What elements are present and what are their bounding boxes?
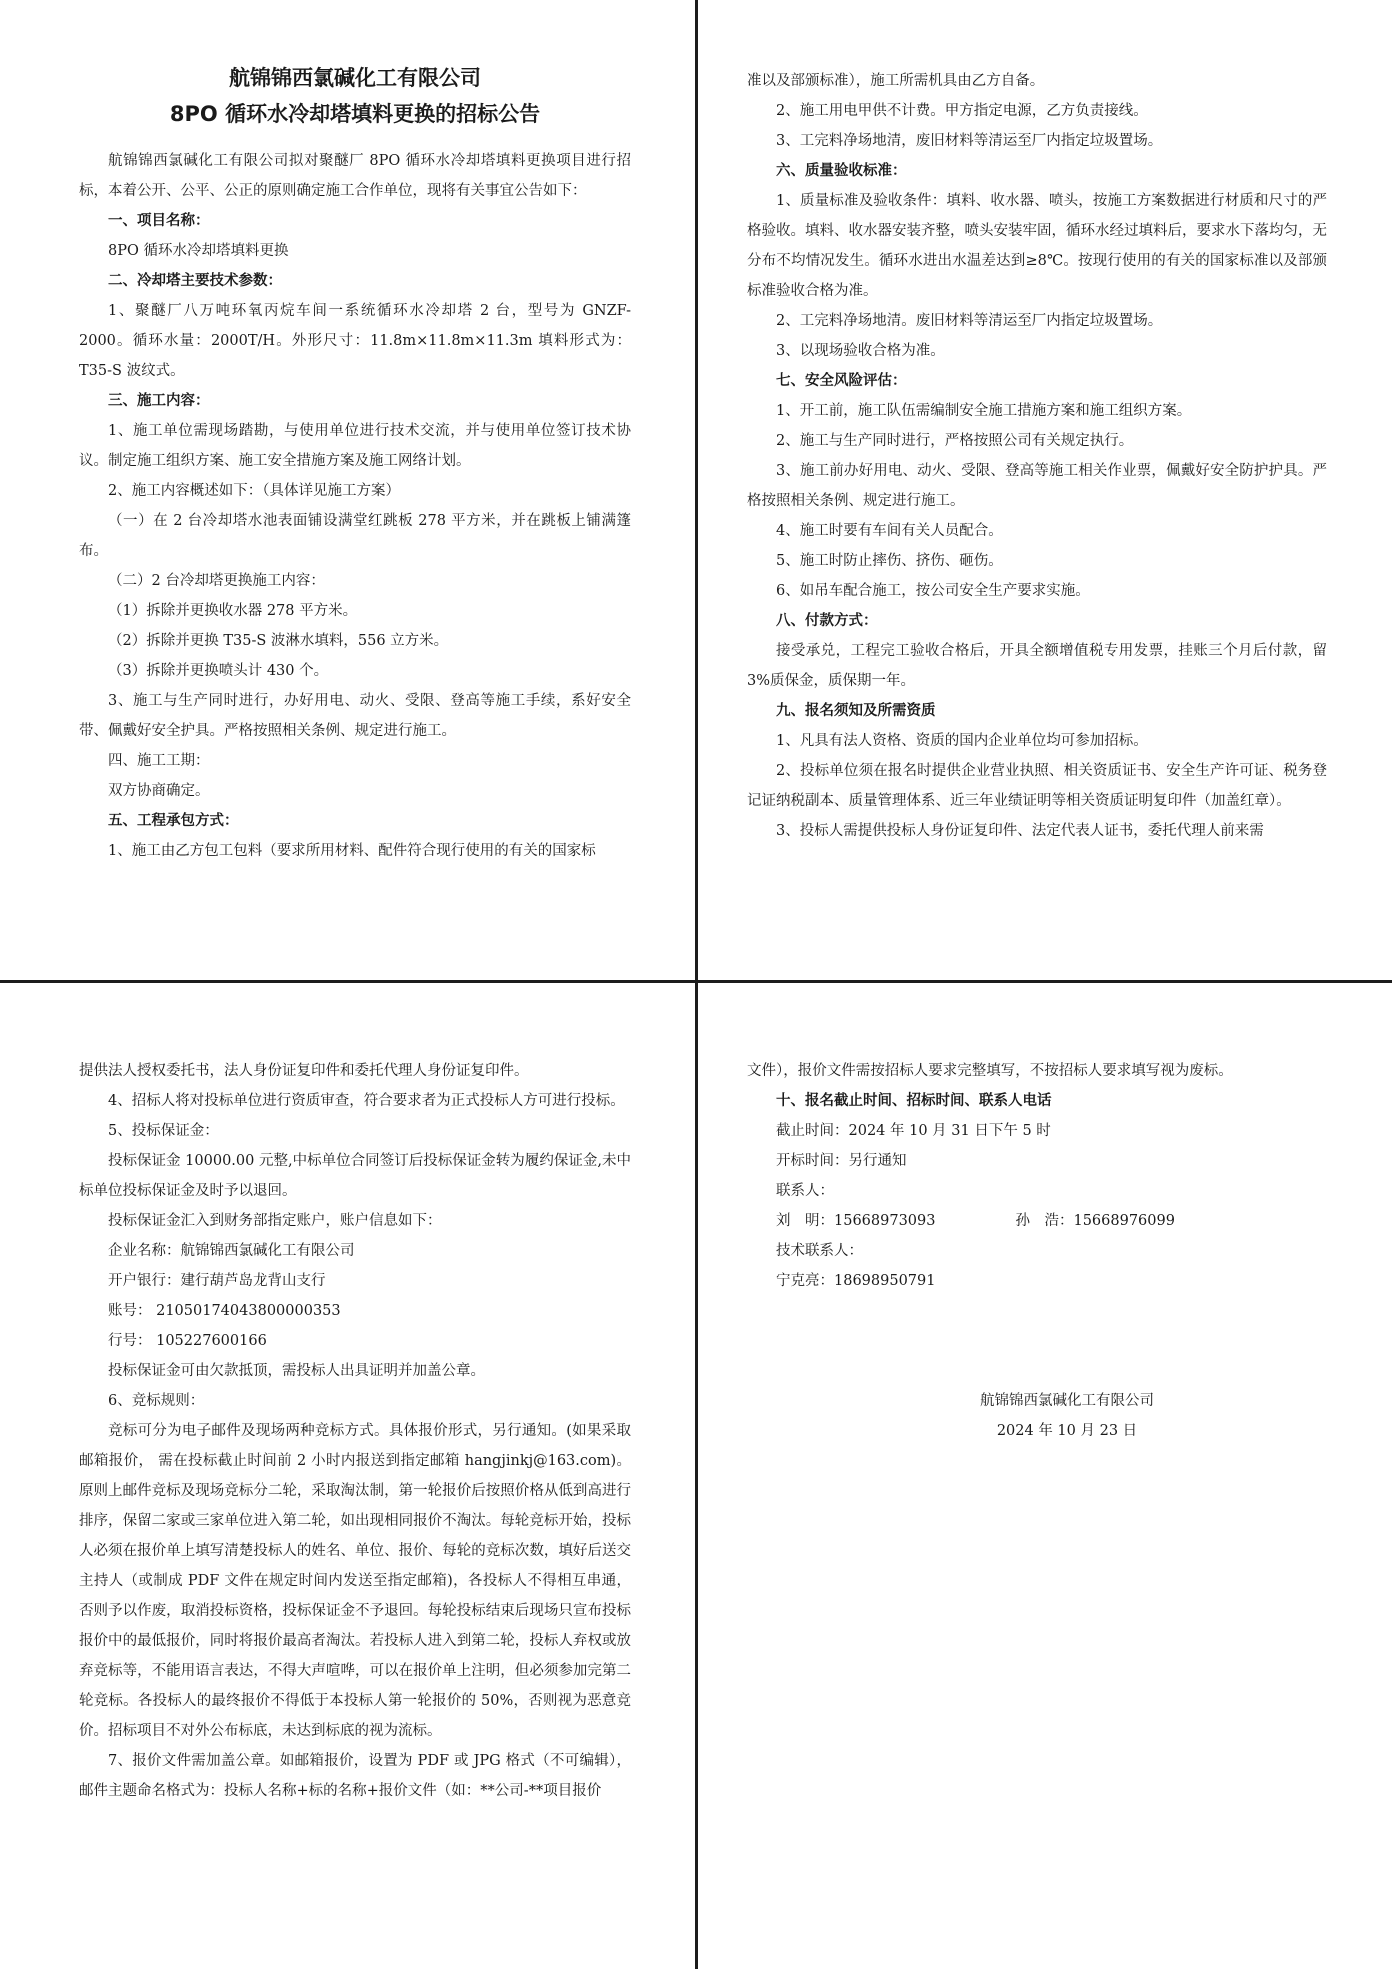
- paragraph: 3、投标人需提供投标人身份证复印件、法定代表人证书，委托代理人前来需: [776, 823, 1264, 839]
- page-2: [747, 66, 1327, 846]
- paragraph: 接受承兑，工程完工验收合格后，开具全额增值税专用发票，挂账三个月后付款，留 3%质保金，质保期一年。: [747, 643, 1327, 689]
- contact-label: 联系人：: [776, 1183, 834, 1199]
- signature-date: 2024 年 10 月 23 日: [996, 1423, 1138, 1439]
- section-heading: 七、安全风险评估：: [776, 373, 907, 389]
- section-heading: 一、项目名称：: [108, 213, 210, 229]
- title-line-2: 8PO 循环水冷却塔填料更换的招标公告: [169, 102, 541, 126]
- document-title: [79, 60, 631, 132]
- paragraph: 1、聚醚厂八万吨环氧丙烷车间一系统循环水冷却塔 2 台，型号为 GNZF-2000。循环水量：2000T/H。外形尺寸：11.8m×11.8m×11.3m 填料形式为：T35-S 波纹式。: [79, 303, 631, 379]
- contact-row: [747, 1206, 1327, 1236]
- paragraph: 2、投标单位须在报名时提供企业营业执照、相关资质证书、安全生产许可证、税务登记证纳税副本、质量管理体系、近三年业绩证明等相关资质证明复印件（加盖红章）。: [747, 763, 1327, 809]
- paragraph: 2、工完料净场地清。废旧材料等清运至厂内指定垃圾置场。: [776, 313, 1163, 329]
- page-3-body: [79, 1056, 631, 1806]
- paragraph: 5、施工时防止摔伤、挤伤、砸伤。: [776, 553, 1003, 569]
- paragraph: 竞标可分为电子邮件及现场两种竞标方式。具体报价形式，另行通知。(如果采取邮箱报价， 需在投标截止时间前 2 小时内报送到指定邮箱 hangjinkj@163.com)。原则上邮件竞标及现场竞标分二轮，采取淘汰制，第一轮报价后按照价格从低到高进行排序，保留二家或三家单位进入第二轮，如出现相同报价不淘汰。每轮竞标开始，投标人必须在报价单上填写清楚投标人的姓名、单位、报价、每轮的竞标次数，填好后送交主持人（或制成 PDF 文件在规定时间内发送至指定邮箱)，各投标人不得相互串通，否则予以作废，取消投标资格，投标保证金不予退回。每轮投标结束后现场只宣布投标报价中的最低报价，同时将报价最高者淘汰。若投标人进入到第二轮，投标人弃权或放弃竞标等，不能用语言表达，不得大声喧哗，可以在报价单上注明，但必须参加完第二轮竞标。各投标人的最终报价不得低于本投标人第一轮报价的 50%，否则视为恶意竞价。招标项目不对外公布标底，未达到标底的视为流标。: [79, 1423, 631, 1739]
- paragraph: （3）拆除并更换喷头计 430 个。: [108, 663, 329, 679]
- paragraph: 3、工完料净场地清，废旧材料等清运至厂内指定垃圾置场。: [776, 133, 1163, 149]
- section-heading: 三、施工内容：: [108, 393, 210, 409]
- contact-1: 刘 明：15668973093: [776, 1213, 936, 1229]
- paragraph: 投标保证金汇入到财务部指定账户，账户信息如下：: [108, 1213, 442, 1229]
- paragraph: 3、施工前办好用电、动火、受限、登高等施工相关作业票，佩戴好安全防护护具。严格按照相关条例、规定进行施工。: [747, 463, 1327, 509]
- paragraph: 航锦锦西氯碱化工有限公司拟对聚醚厂 8PO 循环水冷却塔填料更换项目进行招标，本着公开、公平、公正的原则确定施工合作单位，现将有关事宜公告如下：: [79, 153, 631, 199]
- paragraph: （2）拆除并更换 T35-S 波淋水填料，556 立方米。: [108, 633, 449, 649]
- paragraph: 账号： 21050174043800000353: [108, 1303, 341, 1319]
- paragraph: 行号： 105227600166: [108, 1333, 267, 1349]
- paragraph: 5、投标保证金：: [108, 1123, 219, 1139]
- paragraph: 4、招标人将对投标单位进行资质审查，符合要求者为正式投标人方可进行投标。: [108, 1093, 625, 1109]
- tech-contact-label: 技术联系人：: [776, 1243, 863, 1259]
- section-heading: 二、冷却塔主要技术参数：: [108, 273, 282, 289]
- paragraph: 开户银行：建行葫芦岛龙背山支行: [108, 1273, 326, 1289]
- page-4: [747, 1056, 1327, 1446]
- paragraph: 6、竞标规则：: [108, 1393, 205, 1409]
- paragraph: 提供法人授权委托书，法人身份证复印件和委托代理人身份证复印件。: [79, 1063, 529, 1079]
- section-heading: 六、质量验收标准：: [776, 163, 907, 179]
- signature-company: 航锦锦西氯碱化工有限公司: [980, 1393, 1154, 1409]
- paragraph: 2、施工内容概述如下：（具体详见施工方案）: [108, 483, 400, 499]
- paragraph: 3、以现场验收合格为准。: [776, 343, 945, 359]
- paragraph: 8PO 循环水冷却塔填料更换: [108, 243, 289, 259]
- paragraph: 投标保证金可由欠款抵顶，需投标人出具证明并加盖公章。: [108, 1363, 485, 1379]
- contact-2: 孙 浩：15668976099: [1015, 1213, 1175, 1229]
- paragraph: 四、施工工期：: [108, 753, 210, 769]
- opening-time-text: 开标时间：另行通知: [776, 1153, 907, 1169]
- page-1-body: [79, 146, 631, 866]
- paragraph: 1、开工前，施工队伍需编制安全施工措施方案和施工组织方案。: [776, 403, 1192, 419]
- section-heading: 八、付款方式：: [776, 613, 878, 629]
- paragraph: 1、凡具有法人资格、资质的国内企业单位均可参加招标。: [776, 733, 1148, 749]
- paragraph: 7、报价文件需加盖公章。如邮箱报价，设置为 PDF 或 JPG 格式（不可编辑），邮件主题命名格式为：投标人名称+标的名称+报价文件（如：**公司-**项目报价: [79, 1753, 631, 1799]
- page-2-body: [747, 66, 1327, 846]
- section-heading: 五、工程承包方式：: [108, 813, 239, 829]
- paragraph: （一）在 2 台冷却塔水池表面铺设满堂红跳板 278 平方米，并在跳板上铺满篷布。: [79, 513, 631, 559]
- paragraph: 1、施工单位需现场踏勘，与使用单位进行技术交流，并与使用单位签订技术协议。制定施工组织方案、施工安全措施方案及施工网络计划。: [79, 423, 631, 469]
- paragraph: 3、施工与生产同时进行，办好用电、动火、受限、登高等施工手续，系好安全带、佩戴好安全护具。严格按照相关条例、规定进行施工。: [79, 693, 631, 739]
- paragraph: 准以及部颁标准），施工所需机具由乙方自备。: [747, 73, 1045, 89]
- continued-paragraph: 文件），报价文件需按招标人要求完整填写，不按招标人要求填写视为废标。: [747, 1063, 1233, 1079]
- paragraph: 1、质量标准及验收条件：填料、收水器、喷头，按施工方案数据进行材质和尺寸的严格验收。填料、收水器安装齐整，喷头安装牢固，循环水经过填料后，要求水下落均匀，无分布不均情况发生。循环水进出水温差达到≥8℃。按现行使用的有关的国家标准以及部颁标准验收合格为准。: [747, 193, 1327, 299]
- paragraph: 企业名称：航锦锦西氯碱化工有限公司: [108, 1243, 355, 1259]
- paragraph: （1）拆除并更换收水器 278 平方米。: [108, 603, 358, 619]
- paragraph: 投标保证金 10000.00 元整,中标单位合同签订后投标保证金转为履约保证金,未中标单位投标保证金及时予以退回。: [79, 1153, 631, 1199]
- paragraph: 2、施工与生产同时进行，严格按照公司有关规定执行。: [776, 433, 1134, 449]
- section-heading: 十、报名截止时间、招标时间、联系人电话: [776, 1093, 1052, 1109]
- deadline-text: 截止时间：2024 年 10 月 31 日下午 5 时: [776, 1123, 1051, 1139]
- page-3: [79, 1056, 631, 1806]
- page-1: [79, 60, 631, 866]
- section-heading: 九、报名须知及所需资质: [776, 703, 936, 719]
- paragraph: （二）2 台冷却塔更换施工内容：: [108, 573, 325, 589]
- paragraph: 双方协商确定。: [108, 783, 210, 799]
- title-line-1: 航锦锦西氯碱化工有限公司: [229, 66, 481, 90]
- paragraph: 2、施工用电甲供不计费。甲方指定电源，乙方负责接线。: [776, 103, 1148, 119]
- paragraph: 6、如吊车配合施工，按公司安全生产要求实施。: [776, 583, 1090, 599]
- paragraph: 4、施工时要有车间有关人员配合。: [776, 523, 1003, 539]
- vertical-page-divider: [695, 0, 698, 1969]
- paragraph: 1、施工由乙方包工包料（要求所用材料、配件符合现行使用的有关的国家标: [108, 843, 596, 859]
- tech-contact-1: 宁克亮：18698950791: [776, 1273, 936, 1289]
- horizontal-page-divider: [0, 980, 1392, 983]
